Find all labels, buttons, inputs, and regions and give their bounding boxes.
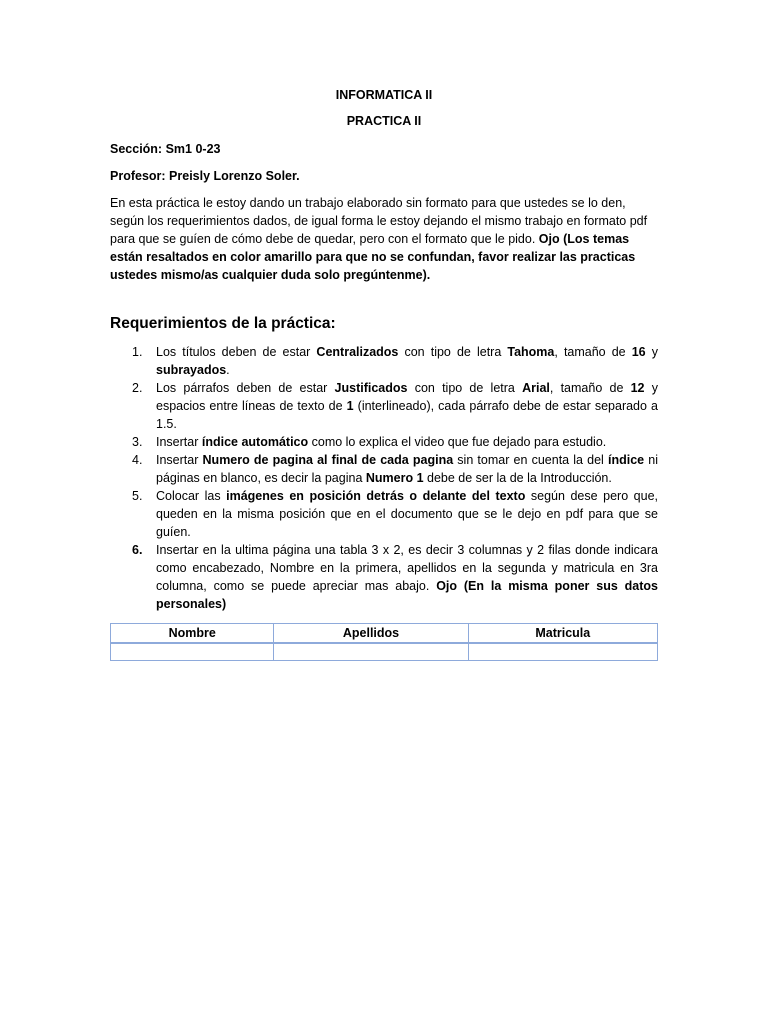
document-body [110,86,658,661]
item-bold: índice [607,453,645,467]
item-text: debe de ser la de la Introducción. [423,471,612,485]
item-text: sin tomar en cuenta la del [453,453,608,467]
item-text: y [645,345,658,359]
item-bold: Arial [522,381,550,395]
item-number: 1. [132,345,143,359]
list-item [110,451,658,487]
item-text: . [226,363,230,377]
header-nombre: Nombre [111,624,274,644]
student-data-table [110,623,658,661]
item-text: ni páginas en blanco, es decir la pagina [156,453,658,485]
item-text: según dese pero que, queden en la misma posición que en el documento que se le dejo en pdf para que se guíen. [156,489,659,539]
professor-line: Profesor: Preisly Lorenzo Soler. [110,169,300,183]
item-text: Los títulos deben de estar [156,345,317,359]
item-text: Insertar en la ultima página una tabla 3 x 2, es decir 3 columnas y 2 filas donde indicara como encabezado, Nombre en la primera, apellidos en la segunda y matricula en 3ra columna, como se puede apreciar mas abajo. [156,543,658,593]
item-bold: Ojo (En la misma poner sus datos personales) [156,579,659,611]
item-text: , tamaño de [549,381,631,395]
item-bold: imágenes en posición detrás o delante del texto [226,489,526,503]
intro-note: Ojo (Los temas están resaltados en color amarillo para que no se confundan, favor realizar las practicas ustedes mismo/as cualquier duda solo pregúntenme). [110,232,636,282]
table-row [111,643,658,661]
item-bold: Centralizados [316,345,399,359]
item-bold: 12 [630,381,645,395]
item-bold: 1 [346,399,354,413]
item-number: 2. [132,381,143,395]
item-number: 3. [132,435,143,449]
header-matricula: Matricula [468,624,657,644]
header-apellidos: Apellidos [274,624,468,644]
item-bold: 16 [631,345,646,359]
item-text: Insertar [156,435,202,449]
list-item [110,487,658,541]
item-bold: subrayados [156,363,227,377]
list-item [110,343,658,379]
table-cell [111,643,274,661]
item-text: (interlineado), cada párrafo debe de estar separado a 1.5. [156,399,658,431]
item-bold: Justificados [334,381,408,395]
doc-subtitle: PRACTICA II [346,114,422,128]
item-text: Los párrafos deben de estar [156,381,335,395]
table-cell [468,643,657,661]
intro-paragraph [110,194,658,284]
table-cell [274,643,468,661]
item-number: 6. [132,543,143,557]
item-bold: Numero 1 [365,471,424,485]
list-item [110,379,658,433]
item-text: y espacios entre líneas de texto de [156,381,658,413]
item-number: 5. [132,489,143,503]
item-text: Insertar [156,453,203,467]
item-text: , tamaño de [554,345,632,359]
section-line: Sección: Sm1 0-23 [110,142,221,156]
item-text: como lo explica el video que fue dejado para estudio. [308,435,607,449]
item-bold: Tahoma [507,345,555,359]
requirements-list [110,343,658,613]
requirements-heading: Requerimientos de la práctica: [110,315,336,332]
list-item [110,433,658,451]
list-item [110,541,658,613]
intro-text: En esta práctica le estoy dando un trabajo elaborado sin formato para que ustedes se lo den, según los requerimientos dados, de igual forma le estoy dejando el mismo trabajo en formato pdf para que se guíen de cómo debe de quedar, pero con el formato que le pido. [110,196,648,246]
item-bold: índice automático [201,435,309,449]
item-text: con tipo de letra [407,381,523,395]
item-text: con tipo de letra [398,345,508,359]
item-number: 4. [132,453,143,467]
doc-title: INFORMATICA II [335,88,433,102]
table-header-row [111,624,658,644]
item-text: Colocar las [156,489,227,503]
item-bold: Numero de pagina al final de cada pagina [202,453,454,467]
